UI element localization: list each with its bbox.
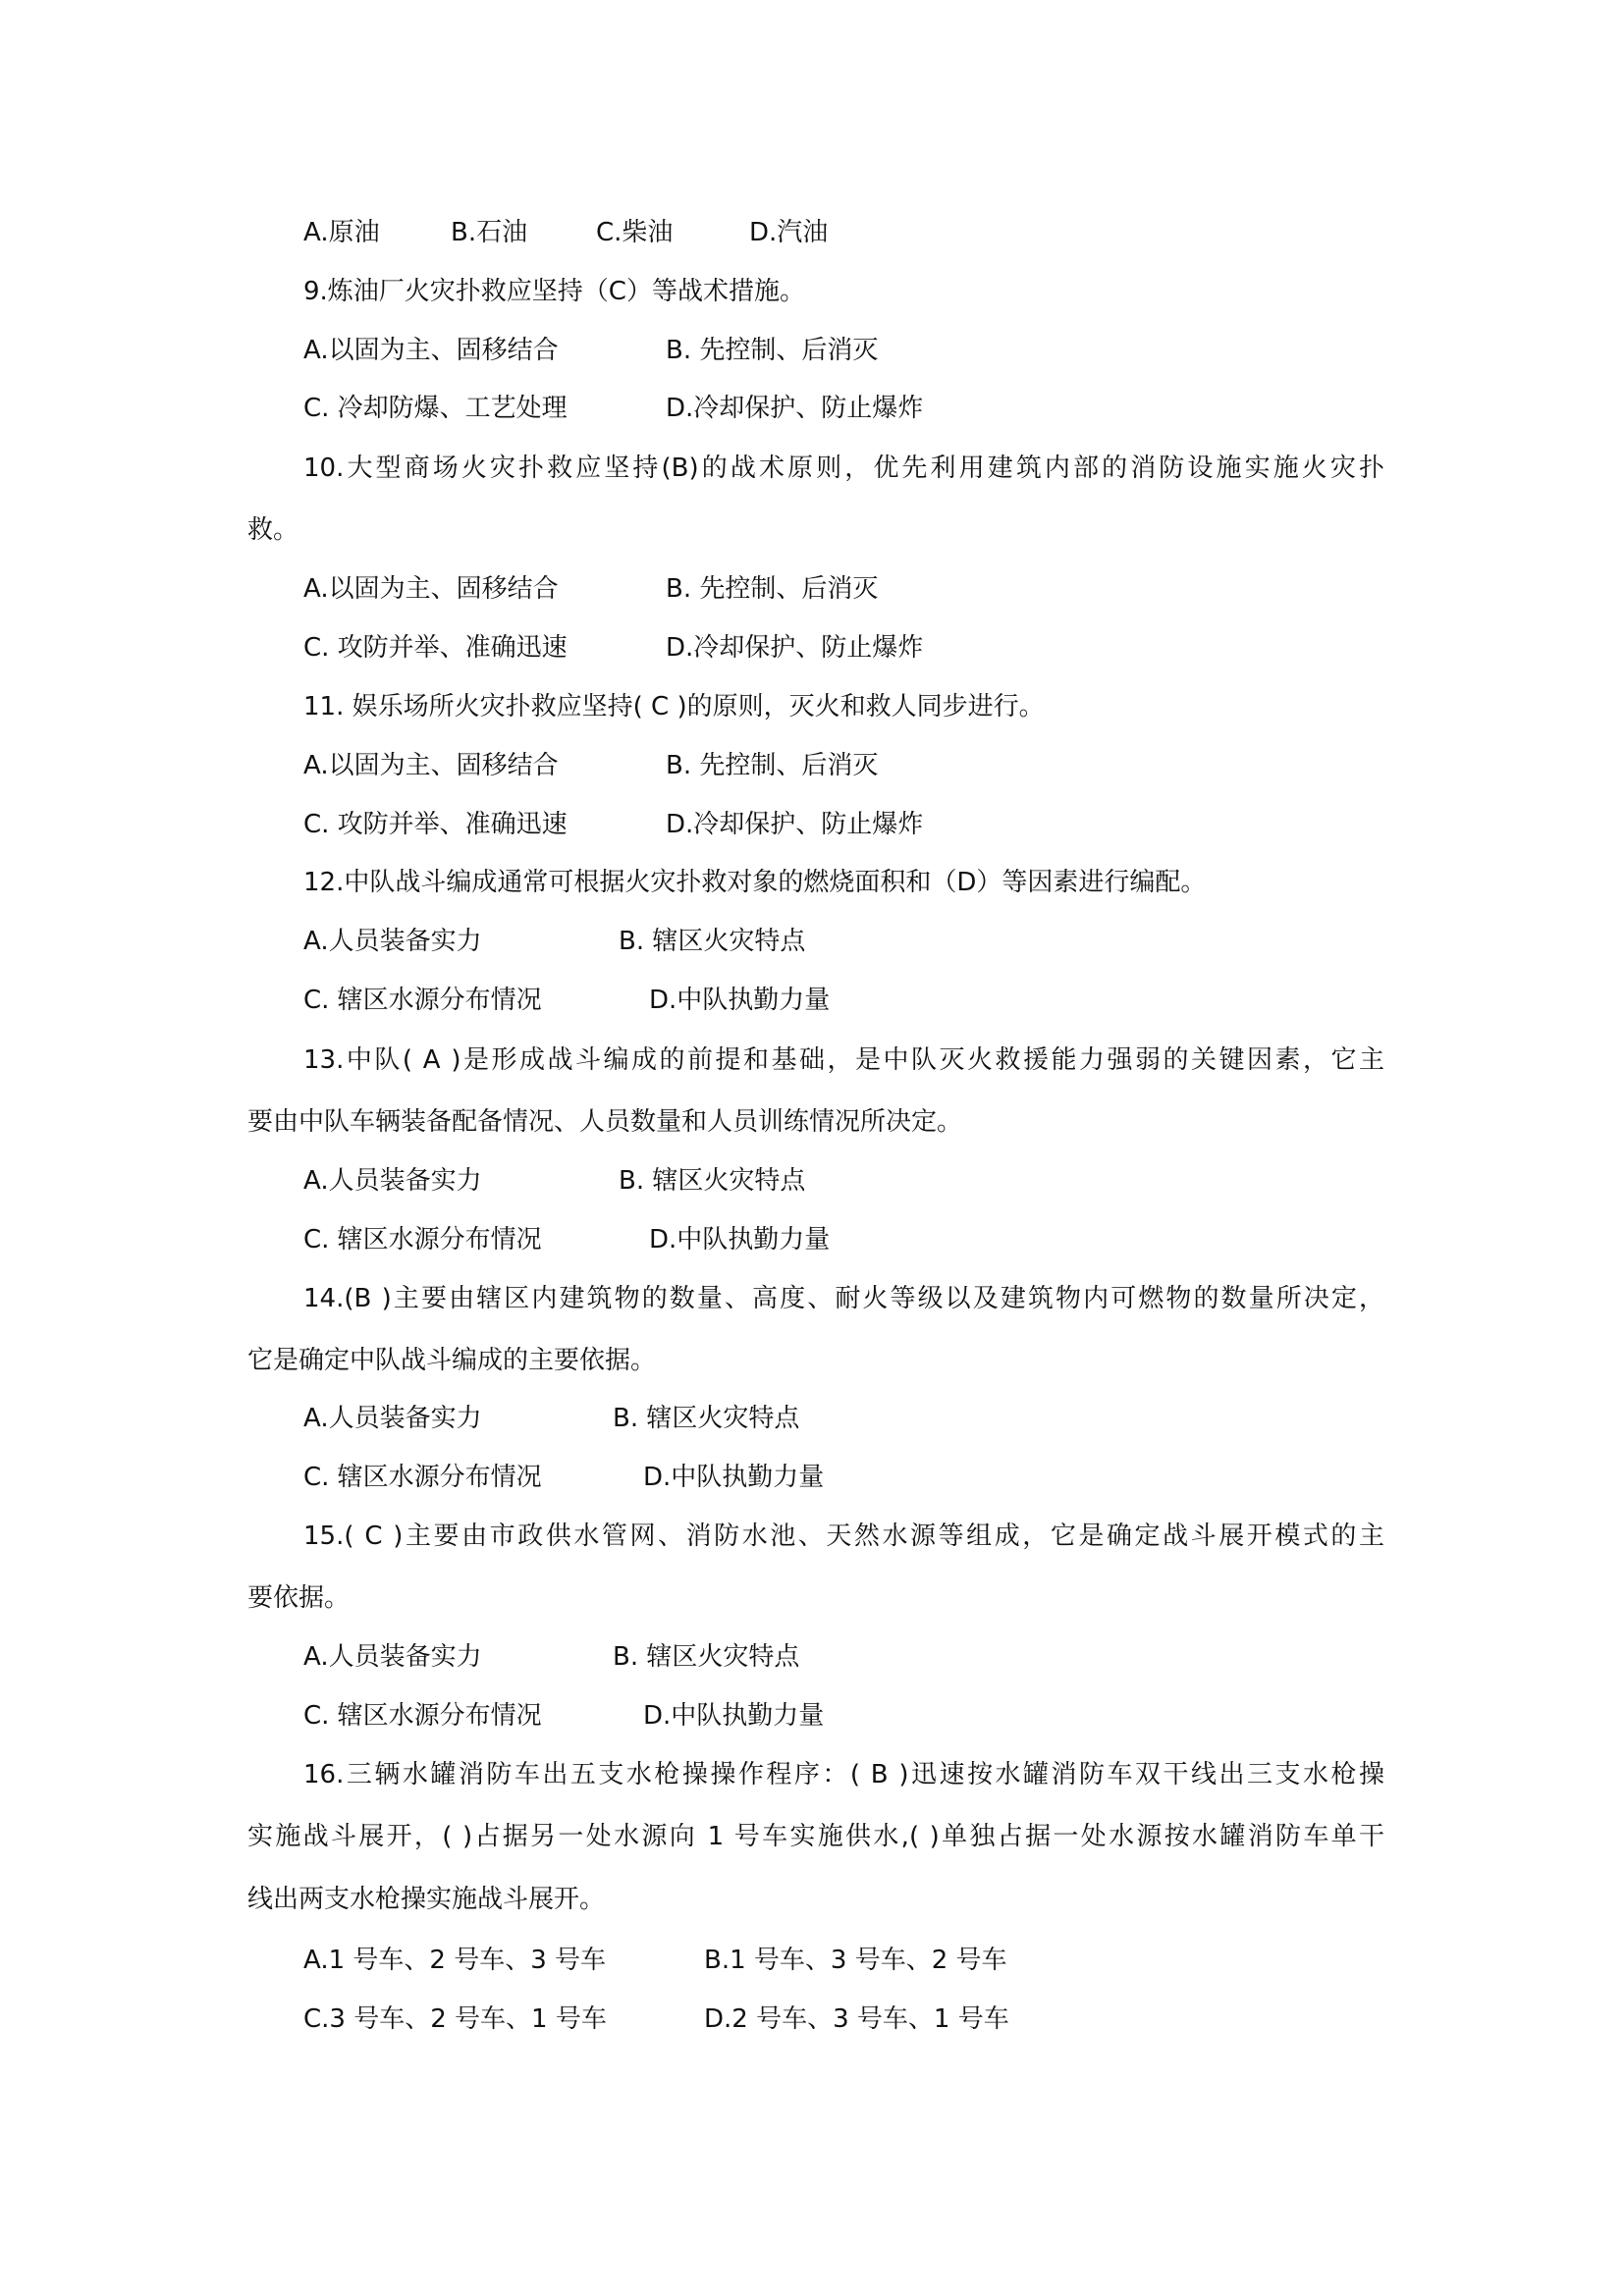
question-stem: 12.中队战斗编成通常可根据火灾扑救对象的燃烧面积和（D）等因素进行编配。 — [303, 868, 1207, 897]
option-d: D.中队执勤力量 — [649, 1225, 831, 1255]
question-stem: 14.(B )主要由辖区内建筑物的数量、高度、耐火等级以及建筑物内可燃物的数量所决定， — [303, 1284, 1384, 1313]
option-c: C. 冷却防爆、工艺处理 — [303, 394, 568, 423]
question-stem: 16.三辆水罐消防车出五支水枪操操作程序：( B )迅速按水罐消防车双干线出三支水枪操 — [303, 1760, 1384, 1789]
question-stem: 13.中队( A )是形成战斗编成的前提和基础，是中队灭火救援能力强弱的关键因素，它主 — [303, 1045, 1384, 1075]
question-stem-cont: 救。 — [247, 515, 299, 545]
option-a: A.以固为主、固移结合 — [303, 574, 559, 604]
option-c: C. 辖区水源分布情况 — [303, 1701, 542, 1731]
question-stem: 10.大型商场火灾扑救应坚持(B)的战术原则，优先利用建筑内部的消防设施实施火灾扑 — [303, 454, 1384, 483]
option-a: A.以固为主、固移结合 — [303, 336, 559, 365]
option-a: A.人员装备实力 — [303, 927, 482, 956]
option-a: A.人员装备实力 — [303, 1642, 482, 1672]
option-d: D.中队执勤力量 — [643, 1701, 825, 1731]
option-b: B. 先控制、后消灭 — [666, 336, 879, 365]
option-b: B.1 号车、3 号车、2 号车 — [704, 1946, 1007, 1975]
option-d: D.汽油 — [749, 218, 829, 247]
option-c: C. 攻防并举、准确迅速 — [303, 633, 568, 663]
option-d: D.冷却保护、防止爆炸 — [666, 810, 924, 839]
option-a: A.1 号车、2 号车、3 号车 — [303, 1946, 607, 1975]
option-a: A.人员装备实力 — [303, 1166, 482, 1196]
option-d: D.冷却保护、防止爆炸 — [666, 633, 924, 663]
option-c: C. 辖区水源分布情况 — [303, 1225, 542, 1255]
question-stem: 15.( C )主要由市政供水管网、消防水池、天然水源等组成，它是确定战斗展开模式的主 — [303, 1522, 1384, 1551]
option-b: B. 辖区火灾特点 — [619, 1166, 806, 1196]
question-stem-cont: 实施战斗展开，( )占据另一处水源向 1 号车实施供水,( )单独占据一处水源按水罐消防车单干 — [247, 1822, 1384, 1851]
option-a: A.以固为主、固移结合 — [303, 751, 559, 780]
option-b: B.石油 — [451, 218, 528, 247]
question-stem: 9.炼油厂火灾扑救应坚持（C）等战术措施。 — [303, 277, 805, 306]
option-c: C. 辖区水源分布情况 — [303, 986, 542, 1015]
option-b: B. 辖区火灾特点 — [613, 1404, 800, 1433]
question-stem-cont: 要依据。 — [247, 1583, 351, 1613]
option-c: C.3 号车、2 号车、1 号车 — [303, 2004, 607, 2034]
option-c: C. 攻防并举、准确迅速 — [303, 810, 568, 839]
option-c: C. 辖区水源分布情况 — [303, 1463, 542, 1492]
question-stem-cont: 它是确定中队战斗编成的主要依据。 — [247, 1346, 657, 1375]
option-b: B. 先控制、后消灭 — [666, 751, 879, 780]
option-a: A.原油 — [303, 218, 380, 247]
option-d: D.中队执勤力量 — [643, 1463, 825, 1492]
option-b: B. 辖区火灾特点 — [619, 927, 806, 956]
option-d: D.2 号车、3 号车、1 号车 — [704, 2004, 1009, 2034]
option-a: A.人员装备实力 — [303, 1404, 482, 1433]
option-d: D.冷却保护、防止爆炸 — [666, 394, 924, 423]
option-d: D.中队执勤力量 — [649, 986, 831, 1015]
question-stem-cont: 线出两支水枪操实施战斗展开。 — [247, 1885, 606, 1914]
option-c: C.柴油 — [596, 218, 674, 247]
option-b: B. 辖区火灾特点 — [613, 1642, 800, 1672]
question-stem-cont: 要由中队车辆装备配备情况、人员数量和人员训练情况所决定。 — [247, 1107, 963, 1137]
question-stem: 11. 娱乐场所火灾扑救应坚持( C )的原则，灭火和救人同步进行。 — [303, 692, 1045, 721]
option-b: B. 先控制、后消灭 — [666, 574, 879, 604]
